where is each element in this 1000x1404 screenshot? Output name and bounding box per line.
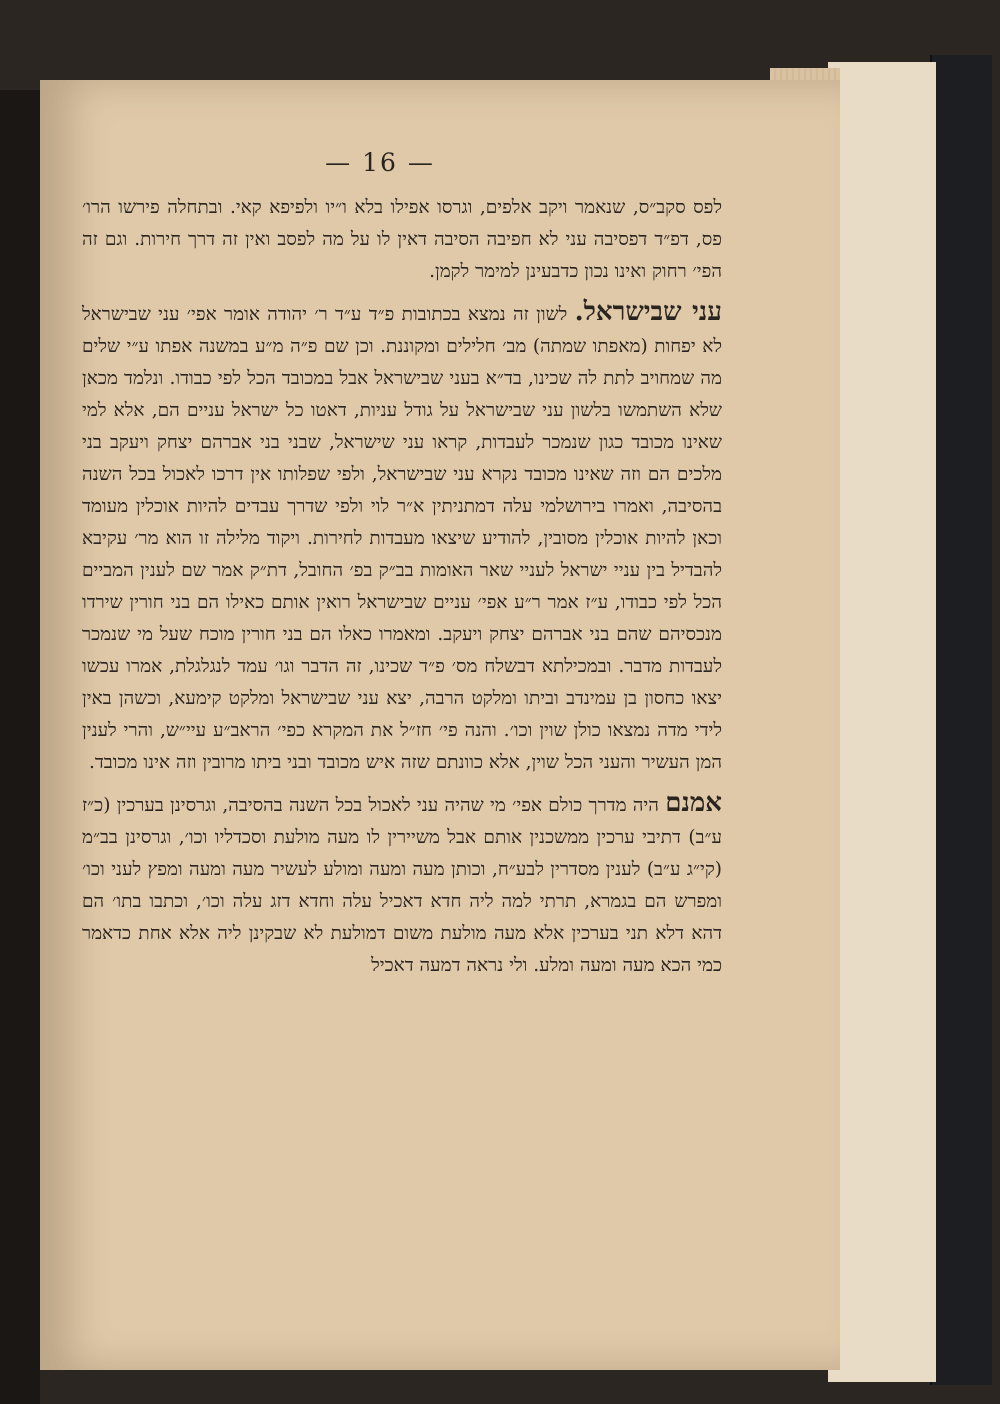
- paragraph-text: היה מדרך כולם אפי׳ מי שהיה עני לאכול בכל השנה בהסיבה, וגרסינן בערכין (כ״ז ע״ב) דתיבי ערכין ממשכנין אותם אבל משיירין לו מעה מולעת וסכדליו וכו׳, וגרסינן בב״מ (קי״ג ע״ב) לענין מסדרין לבע״ח, וכותן מעה ומעה ומולע לעשיר מעה ומעה ומפץ לעני וכו׳ ומפרש הם בגמרא, תרתי למה ליה חדא דאכיל עלה וחדא דזג עלה וכו׳, וכתבו בתו׳ הם דהא דלא תני בערכין אלא מעה מולעת משום דמולעת לא שבקינן ליה אלא אחת כדאמר כמי הכא מעה ומעה ומלע. ולי נראה דמעה דאכיל: [82, 795, 722, 976]
- book-cover-left: [0, 90, 40, 1404]
- book-cover-right: [930, 55, 992, 1385]
- paragraph-text: לפס סקב״ס, שנאמר ויקב אלפים, וגרסו אפילו בלא ו״יו ולפיפא קאי. ובתחלה פירשו הרו׳ פס, דפ״ד דפסיבה עני לא חפיבה הסיבה דאין לו על מה לפסב ואין זה דרך חירות. וגם זה הפי׳ רחוק ואינו נכון כדבעינן למימר לקמן.: [82, 197, 722, 282]
- paragraph-3: [82, 787, 722, 982]
- paragraph-2: [82, 296, 722, 779]
- back-endpaper: [828, 62, 936, 1382]
- paragraph-1: [82, 192, 722, 288]
- paragraph-lead: אמנם: [665, 788, 722, 818]
- page-number: — 16 —: [325, 148, 435, 177]
- text-block: [82, 192, 722, 982]
- paragraph-lead: עני שבישראל.: [574, 297, 722, 327]
- paragraph-text: לשון זה נמצא בכתובות פ״ד ע״ד ר׳ יהודה אומר אפי׳ עני שבישראל לא יפחות (מאפתו שמתה) מב׳ חלילים ומקוננת. וכן שם פ״ה מ״ע במשנה אפתו ע״י שלים מה שמחויב לתת לה שכינו, בד״א בעני שבישראל אבל במכובד הכל לפי כבודו. ונלמד מכאן שלא השתמשו בלשון עני שבישראל על גודל עניות, דאטו כל ישראל עניים הם, אלא למי שאינו מכובד כגון שנמכר לעבדות, קראו עני שישראל, שבני בני אברהם יצחק ויעקב בני מלכים הם וזה שאינו מכובד נקרא עני שבישראל, ולפי שפלותו אין דרכו לאכול בכל השנה בהסיבה, ואמרו בירושלמי עלה דמתניתין א״ר לוי ולפי שדרך עבדים להיות אוכלין מעומד וכאן להיות אוכלין מסובין, להודיע שיצאו מעבדות לחירות. ויקוד מלילה זו הוא מר׳ עקיבא להבדיל בין עניי ישראל לעניי שאר האומות בב״ק בפ׳ החובל, דת״ק אמר שם לענין המביים הכל לפי כבודו, ע״ז אמר ר״ע אפי׳ עניים שבישראל רואין אותם כאילו הם בני חורין שירדו מנכסיהם שהם בני אברהם יצחק ויעקב. ומאמרו כאלו הם בני חורין מוכח שעל מי שנמכר לעבדות מדבר. ובמכילתא דבשלח מס׳ פ״ד שכינו, זה הדבר וגו׳ עמד לנגלגלת, אמרו עכשו יצאו כחסון בן עמינדב וביתו ומלקט הרבה, יצא עני שבישראל ומלקט קימעא, וכשהן באין לידי מדה נמצאו כולן שוין וכו׳. והנה פי׳ חז״ל את המקרא כפי׳ הראב״ע עיי״ש, והרי לענין המן העשיר והעני הכל שוין, אלא כוונתם שזה איש מכובד ובני ביתו מרובין וזה אינו מכובד.: [82, 304, 722, 773]
